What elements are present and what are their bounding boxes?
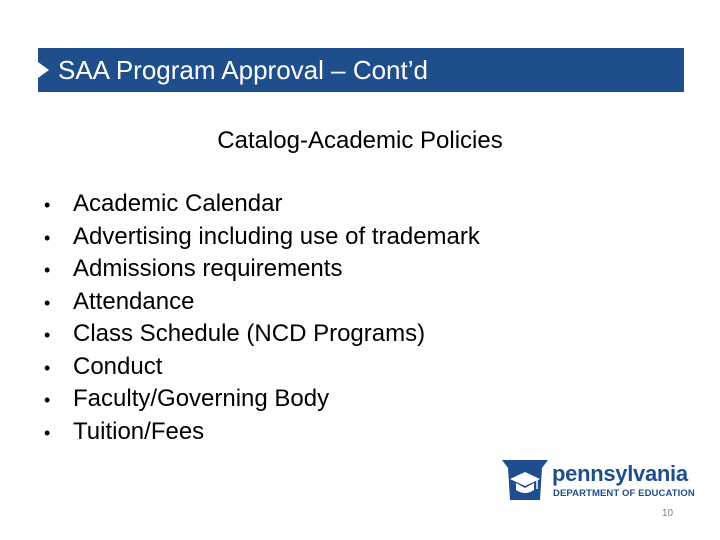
- bullet-item: [44, 353, 480, 386]
- bullet-text: Class Schedule (NCD Programs): [73, 320, 426, 347]
- logo-wordmark: pennsylvania: [552, 461, 688, 486]
- bullet-item: [44, 320, 480, 353]
- bullet-text: Tuition/Fees: [73, 417, 205, 445]
- bullet-text: Admissions requirements: [73, 255, 343, 282]
- bullet-text: Advertising including use of trademark: [73, 222, 480, 250]
- bullet-item: [44, 190, 480, 223]
- bullet-item: [44, 418, 480, 451]
- bullet-dot: •: [44, 390, 51, 410]
- bullet-item: [44, 288, 480, 321]
- slide-subtitle: Catalog-Academic Policies: [217, 127, 503, 154]
- bullet-dot: •: [44, 422, 51, 443]
- bullet-list: [44, 190, 480, 450]
- bullet-dot: •: [44, 260, 51, 280]
- bullet-item: [44, 385, 480, 418]
- arrow-icon: [38, 62, 49, 78]
- bullet-text: Academic Calendar: [73, 190, 283, 217]
- bullet-dot: •: [44, 195, 51, 215]
- bullet-dot: •: [44, 227, 51, 248]
- pa-education-logo: [500, 458, 695, 502]
- keystone-graduation-cap-icon: [500, 458, 550, 502]
- slide-title: SAA Program Approval – Cont’d: [58, 55, 428, 85]
- title-bar: [38, 48, 684, 92]
- bullet-text: Attendance: [73, 287, 195, 315]
- bullet-dot: •: [44, 357, 51, 378]
- bullet-item: [44, 223, 480, 256]
- bullet-text: Faculty/Governing Body: [73, 385, 330, 412]
- bullet-item: [44, 255, 480, 288]
- bullet-text: Conduct: [73, 352, 163, 380]
- logo-department: DEPARTMENT OF EDUCATION: [553, 488, 695, 499]
- bullet-dot: •: [44, 325, 51, 345]
- bullet-dot: •: [44, 292, 51, 313]
- page-number: 10: [662, 508, 674, 519]
